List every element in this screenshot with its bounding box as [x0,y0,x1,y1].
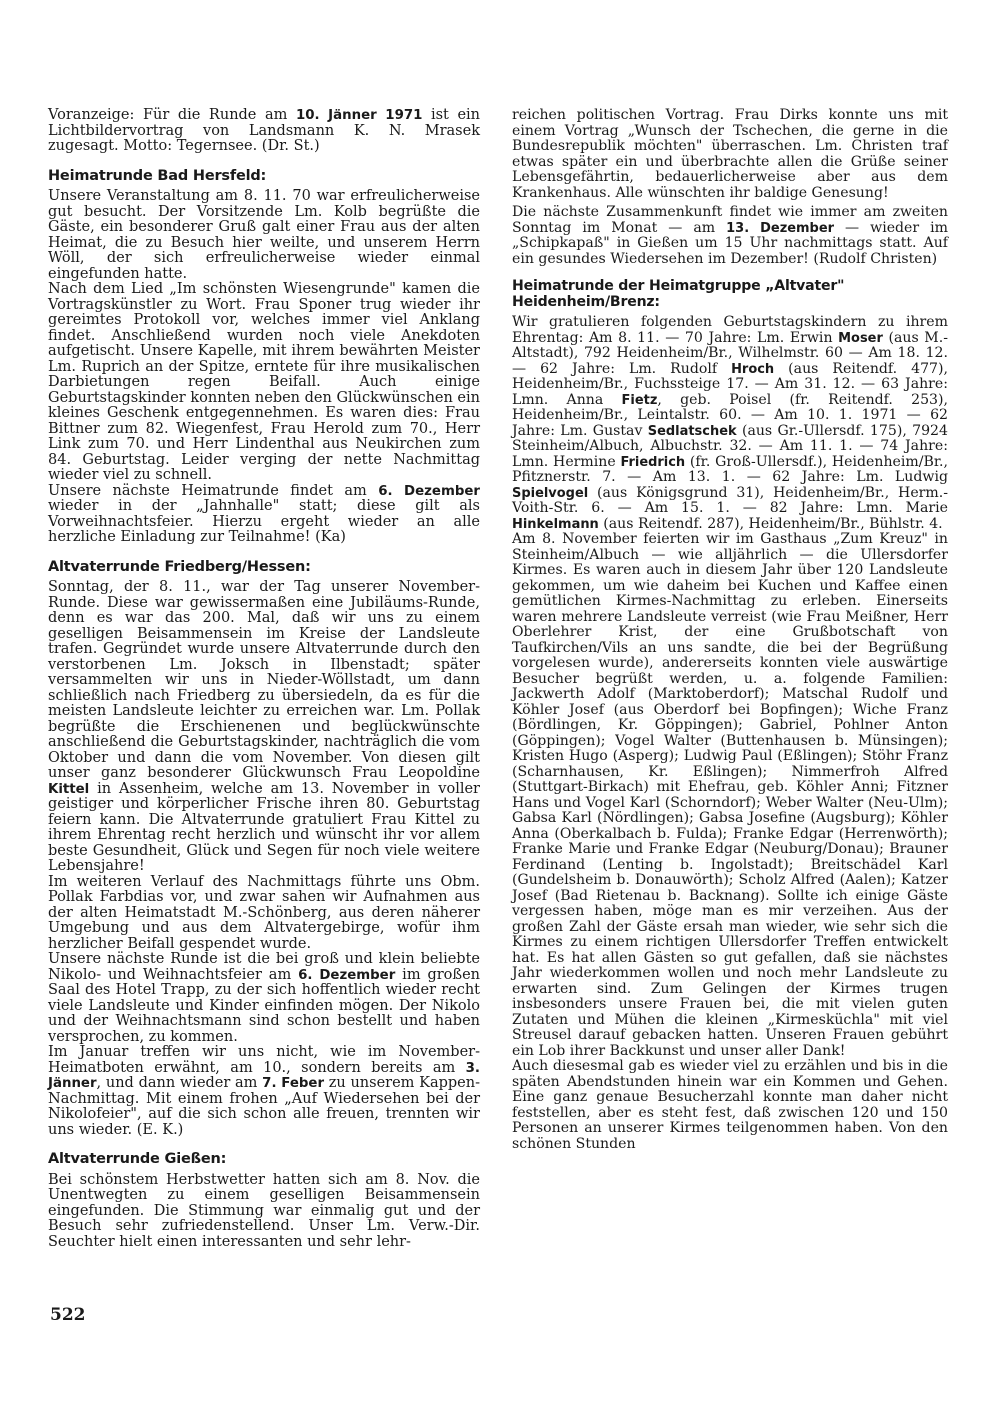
article-paragraph: Im Januar treffen wir uns nicht, wie im November-Heimatboten erwähnt, am 10., sondern bereits am 3. Jänner, und dann wieder am 7. Feber zu unserem Kappen-Nachmittag. Mit einem frohen „Auf Wiedersehen bei der Nikolofeier", auf die sich schon alle freuen, trennten wir uns wieder. (E. K.) [48,1044,481,1138]
article-paragraph: Im weiteren Verlauf des Nachmittags führte uns Obm. Pollak Farbdias vor, und zwar sahen wir Aufnahmen aus der alten Heimatstadt M.-Schönberg, aus deren näherer Umgebung und aus dem Altvatergebirge, wofür ihm herzlicher Beifall gespendet wurde. [48,873,480,952]
article-paragraph: Die nächste Zusammenkunft findet wie immer am zweiten Sonntag im Monat — am 13. Dezember — wieder im „Schipkapaß" in Gießen um 15 Uhr nachmittags statt. Auf ein gesundes Wiedersehen im Dezember! (Rudolf Christen) [512,204,949,267]
article-paragraph: Sonntag, der 8. 11., war der Tag unserer November-Runde. Diese war gewissermaßen eine Jubiläums-Runde, denn es war das 200. Mal, daß wir uns zu einem geselligen Beisammensein im Kreise der Landsleute trafen. Gegründet wurde unsere Altvaterrunde durch den verstorbenen Lm. Joksch in Ilbenstadt; später versammelten wir uns in Nieder-Wöllstadt, um dann schließlich nach Friedberg zu übersiedeln, da es für die meisten Landsleute leichter zu erreichen war. Lm. Pollak begrüßte die Erschienenen und beglückwünschte anschließend die Geburtstagskinder, nachträglich die vom Oktober und dann die vom November. Von diesen gilt unser ganz besonderer Glückwunsch Frau Leopoldine Kittel in Assenheim, welche am 13. November in voller geistiger und körperlicher Frische ihren 80. Geburtstag feiern kann. Die Altvaterrunde gratuliert Frau Kittel zu ihrem Ehrentag recht herzlich und wünscht ihr vor allem beste Gesundheit, Glück und Segen für noch viele weitere Lebensjahre! [48,579,480,874]
section-heading-bad-hersfeld: Heimatrunde Bad Hersfeld: [48,167,267,184]
right-column [512,108,948,1152]
article-paragraph: reichen politischen Vortrag. Frau Dirks konnte uns mit einem Vortrag „Wunsch der Tschechen, die gerne in die Bundesrepublik möchten" überraschen. Lm. Christen traf etwas später ein und überbrachte allen die Grüße seiner Lebensgefährtin, bedauerlicherweise aber aus dem Krankenhaus. Alle wünschten ihr baldige Genesung! [512,107,948,201]
article-paragraph: Auch diesesmal gab es wieder viel zu erzählen und bis in die späten Abendstunden hinein war ein Kommen und Gehen. Eine ganz genaue Besucherzahl konnte man daher nicht feststellen, aber es steht fest, daß zwischen 120 und 150 Personen an unserer Kirmes teilgenommen haben. Von den schönen Stunden [512,1058,948,1152]
article-paragraph: Am 8. November feierten wir im Gasthaus „Zum Kreuz" in Steinheim/Albuch — wie alljährlich — die Ullersdorfer Kirmes. Es waren auch in diesem Jahr über 120 Landsleute gekommen, um wie daheim bei Kuchen und Kaffee einen gemütlichen Kirmes-Nachmittag zu erleben. Einerseits waren mehrere Landsleute verreist (wie Frau Meißner, Herr Oberlehrer Krist, der eine Grußbotschaft von Taufkirchen/Vils an uns sandte, die bei der Begrüßung vorgelesen wurde), andererseits konnten viele auswärtige Besucher begrüßt werden, u. a. folgende Familien: Jackwerth Adolf (Marktoberdorf); Matschal Rudolf und Köhler Josef (aus Oberdorf bei Bopfingen); Wiche Franz (Bördlingen, Kr. Göppingen); Gabriel, Pohlner Anton (Göppingen); Vogel Walter (Buttenhausen b. Münsingen); Kristen Hugo (Asperg); Ludwig Paul (Eßlingen); Stöhr Franz (Scharnhausen, Kr. Eßlingen); Nimmerfroh Alfred (Stuttgart-Birkach) mit Ehefrau, geb. Köhler Anni; Fitzner Hans und Vogel Karl (Schorndorf); Weber Walter (Neu-Ulm); Gabsa Karl (Nördlingen); Gabsa Josefine (Augsburg); Köhler Anna (Oberkalbach b. Fulda); Franke Edgar (Herrenwörth); Franke Marie und Franke Edgar (Neuburg/Donau); Brauner Ferdinand (Lenting b. Ingolstadt); Breitschädel Karl (Gundelsheim b. Donauwörth); Scholz Alfred (Aalen); Katzer Josef (Bad Rietenau b. Backnang). Sollte ich einige Gäste vergessen haben, möge man es mir verzeihen. Aus der großen Zahl der Gäste ersah man wieder, wie sehr sich die Kirmes zu einem richtigen Ullersdorfer Treffen entwickelt hat. Es hat allen Gästen so gut gefallen, daß sie nächstes Jahr wiederkommen wollen und noch mehr Landsleute zu erwarten sind. Zum Gelingen der Kirmes trugen insbesonders unsere Frauen bei, die mit vielen guten Zutaten und Mühen die kleinen „Kirmesküchla" mit viel Streusel darauf gebacken hatten. Unseren Frauen gebührt ein Lob ihrer Backkunst und unser aller Dank! [512,531,948,1059]
article-paragraph: Nach dem Lied „Im schönsten Wiesengrunde" kamen die Vortragskünstler zu Wort. Frau Sponer trug wieder ihr gereimtes Protokoll vor, welches immer viel Anklang findet. Anschließend wurden noch viele Anekdoten aufgetischt. Unsere Kapelle, mit ihrem bewährten Meister Lm. Ruprich an der Spitze, erntete für ihre musikalischen Darbietungen regen Beifall. Auch einige Geburtstagskinder konnten neben den Glückwünschen ein kleines Geschenk entgegennehmen. Es waren dies: Frau Bittner zum 82. Wiegenfest, Frau Herold zum 70., Herr Link zum 70. und Herr Lindenthal aus Neukirchen zum 84. Geburtstag. Leider verging der nette Nachmittag wieder viel zu schnell. [48,281,480,483]
section-heading-heidenheim: Heimatrunde der Heimatgruppe „Altvater" Heidenheim/Brenz: [512,278,845,310]
announcement-paragraph: Voranzeige: Für die Runde am 10. Jänner 1971 ist ein Lichtbildervortrag von Landsmann K. N. Mrasek zugesagt. Motto: Tegernsee. (Dr. St.) [48,107,480,154]
article-paragraph: Unsere nächste Heimatrunde findet am 6. Dezember wieder in der „Jahnhalle" statt; diese gilt als Vorweihnachtsfeier. Hierzu ergeht wieder an alle herzliche Einladung zur Teilnahme! (Ka) [48,482,480,545]
section-heading-friedberg: Altvaterrunde Friedberg/Hessen: [48,558,311,575]
article-paragraph: Bei schönstem Herbstwetter hatten sich am 8. Nov. die Unentwegten zu einem geselligen Beisammensein eingefunden. Die Stimmung war einmalig gut und der Besuch sehr zufriedenstellend. Unser Lm. Verw.-Dir. Seuchter hielt einen interessanten und sehr lehr- [48,1171,480,1250]
article-paragraph: Unsere nächste Runde ist die bei groß und klein beliebte Nikolo- und Weihnachtsfeier am 6. Dezember im großen Saal des Hotel Trapp, zu der sich hoffentlich wieder recht viele Landsleute und Kinder einfinden mögen. Der Nikolo und der Weihnachtsmann sind schon bestellt und haben versprochen, zu kommen. [48,951,480,1045]
left-column [48,108,480,1250]
page-number: 522 [50,1305,86,1325]
section-heading-giessen: Altvaterrunde Gießen: [48,1151,227,1167]
birthday-paragraph: Wir gratulieren folgenden Geburtstagskindern zu ihrem Ehrentag: Am 8. 11. — 70 Jahre: Lm. Erwin Moser (aus M.-Altstadt), 792 Heidenheim/Br., Wilhelmstr. 60 — Am 18. 12. — 62 Jahre: Lm. Rudolf Hroch (aus Reitendf. 477), Heidenheim/Br., Fuchssteige 17. — Am 31. 12. — 63 Jahre: Lmn. Anna Fietz, geb. Poisel (fr. Reitendf. 253), Heidenheim/Br., Leintalstr. 60. — Am 10. 1. 1971 — 62 Jahre: Lm. Gustav Sedlatschek (aus Gr.-Ullersdf. 175), 7924 Steinheim/Albuch, Albuchstr. 32. — Am 11. 1. — 74 Jahre: Lmn. Hermine Friedrich (fr. Groß-Ullersdf.), Heidenheim/Br., Pfitznerstr. 7. — Am 13. 1. — 62 Jahre: Lm. Ludwig Spielvogel (aus Königsgrund 31), Heidenheim/Br., Herm.-Voith-Str. 6. — Am 15. 1. — 82 Jahre: Lmn. Marie Hinkelmann (aus Reitendf. 287), Heidenheim/Br., Bühlstr. 4. [512,314,949,532]
article-paragraph: Unsere Veranstaltung am 8. 11. 70 war erfreulicherweise gut besucht. Der Vorsitzende Lm. Kolb begrüßte die Gäste, ein besonderer Gruß galt einer Frau aus der alten Heimat, die zu Besuch hier weilte, und unserem Herrn Wöll, der sich erfreulicherweise wieder einmal eingefunden hatte. [48,188,480,282]
